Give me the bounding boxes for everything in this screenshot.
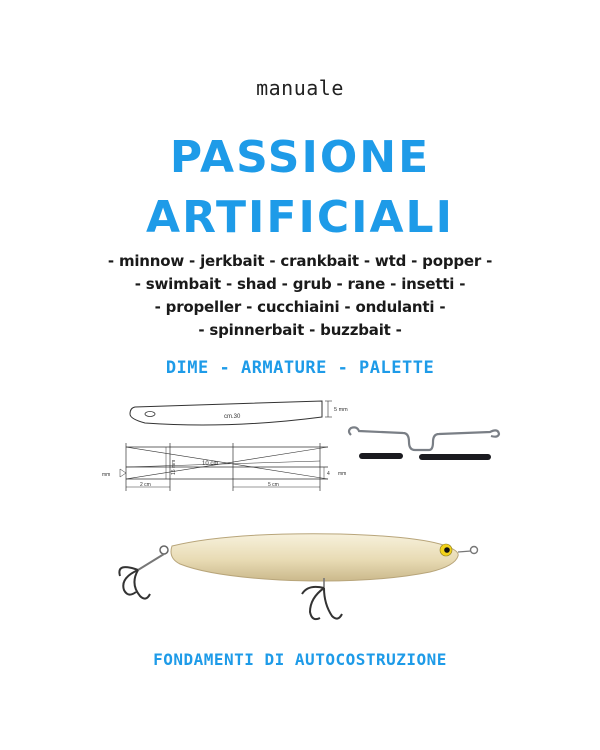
minnow-lure-image [110, 520, 500, 640]
label-2cm: 2 cm [140, 482, 151, 488]
cover-footer: FONDAMENTI DI AUTOCOSTRUZIONE [153, 650, 447, 669]
cover-title-line-1: PASSIONE [169, 132, 431, 183]
lure-body [171, 534, 458, 581]
lure-types-line-3: - propeller - cucchiaini - ondulanti - [154, 298, 446, 316]
label-15mm: 15 mm [171, 459, 177, 475]
label-mm-right: mm [338, 471, 347, 477]
wire-armature-image [345, 420, 505, 465]
template-diagram [100, 395, 370, 495]
label-5mm: 5 mm [334, 407, 348, 413]
belly-treble-hook [302, 587, 342, 619]
cover-subheading: DIME - ARMATURE - PALETTE [165, 358, 435, 378]
label-5cm: 5 cm [268, 482, 279, 488]
cover-kicker: manuale [256, 76, 344, 100]
lure-types-line-1: - minnow - jerkbait - crankbait - wtd - popper - [107, 252, 493, 270]
label-cm30: cm.30 [224, 414, 241, 420]
lure-types-line-2: - swimbait - shad - grub - rane - insetti - [134, 275, 466, 293]
label-10cm: 10 cm [202, 461, 219, 467]
cover-title-line-2: ARTIFICIALI [146, 192, 454, 243]
template-outline [130, 401, 322, 425]
label-4: 4 [327, 471, 330, 477]
tail-treble-hook [119, 567, 150, 598]
lure-types-list [0, 250, 600, 342]
template-hole [145, 412, 155, 417]
label-mm-left: mm [102, 472, 111, 478]
lure-types-line-4: - spinnerbait - buzzbait - [198, 321, 402, 339]
